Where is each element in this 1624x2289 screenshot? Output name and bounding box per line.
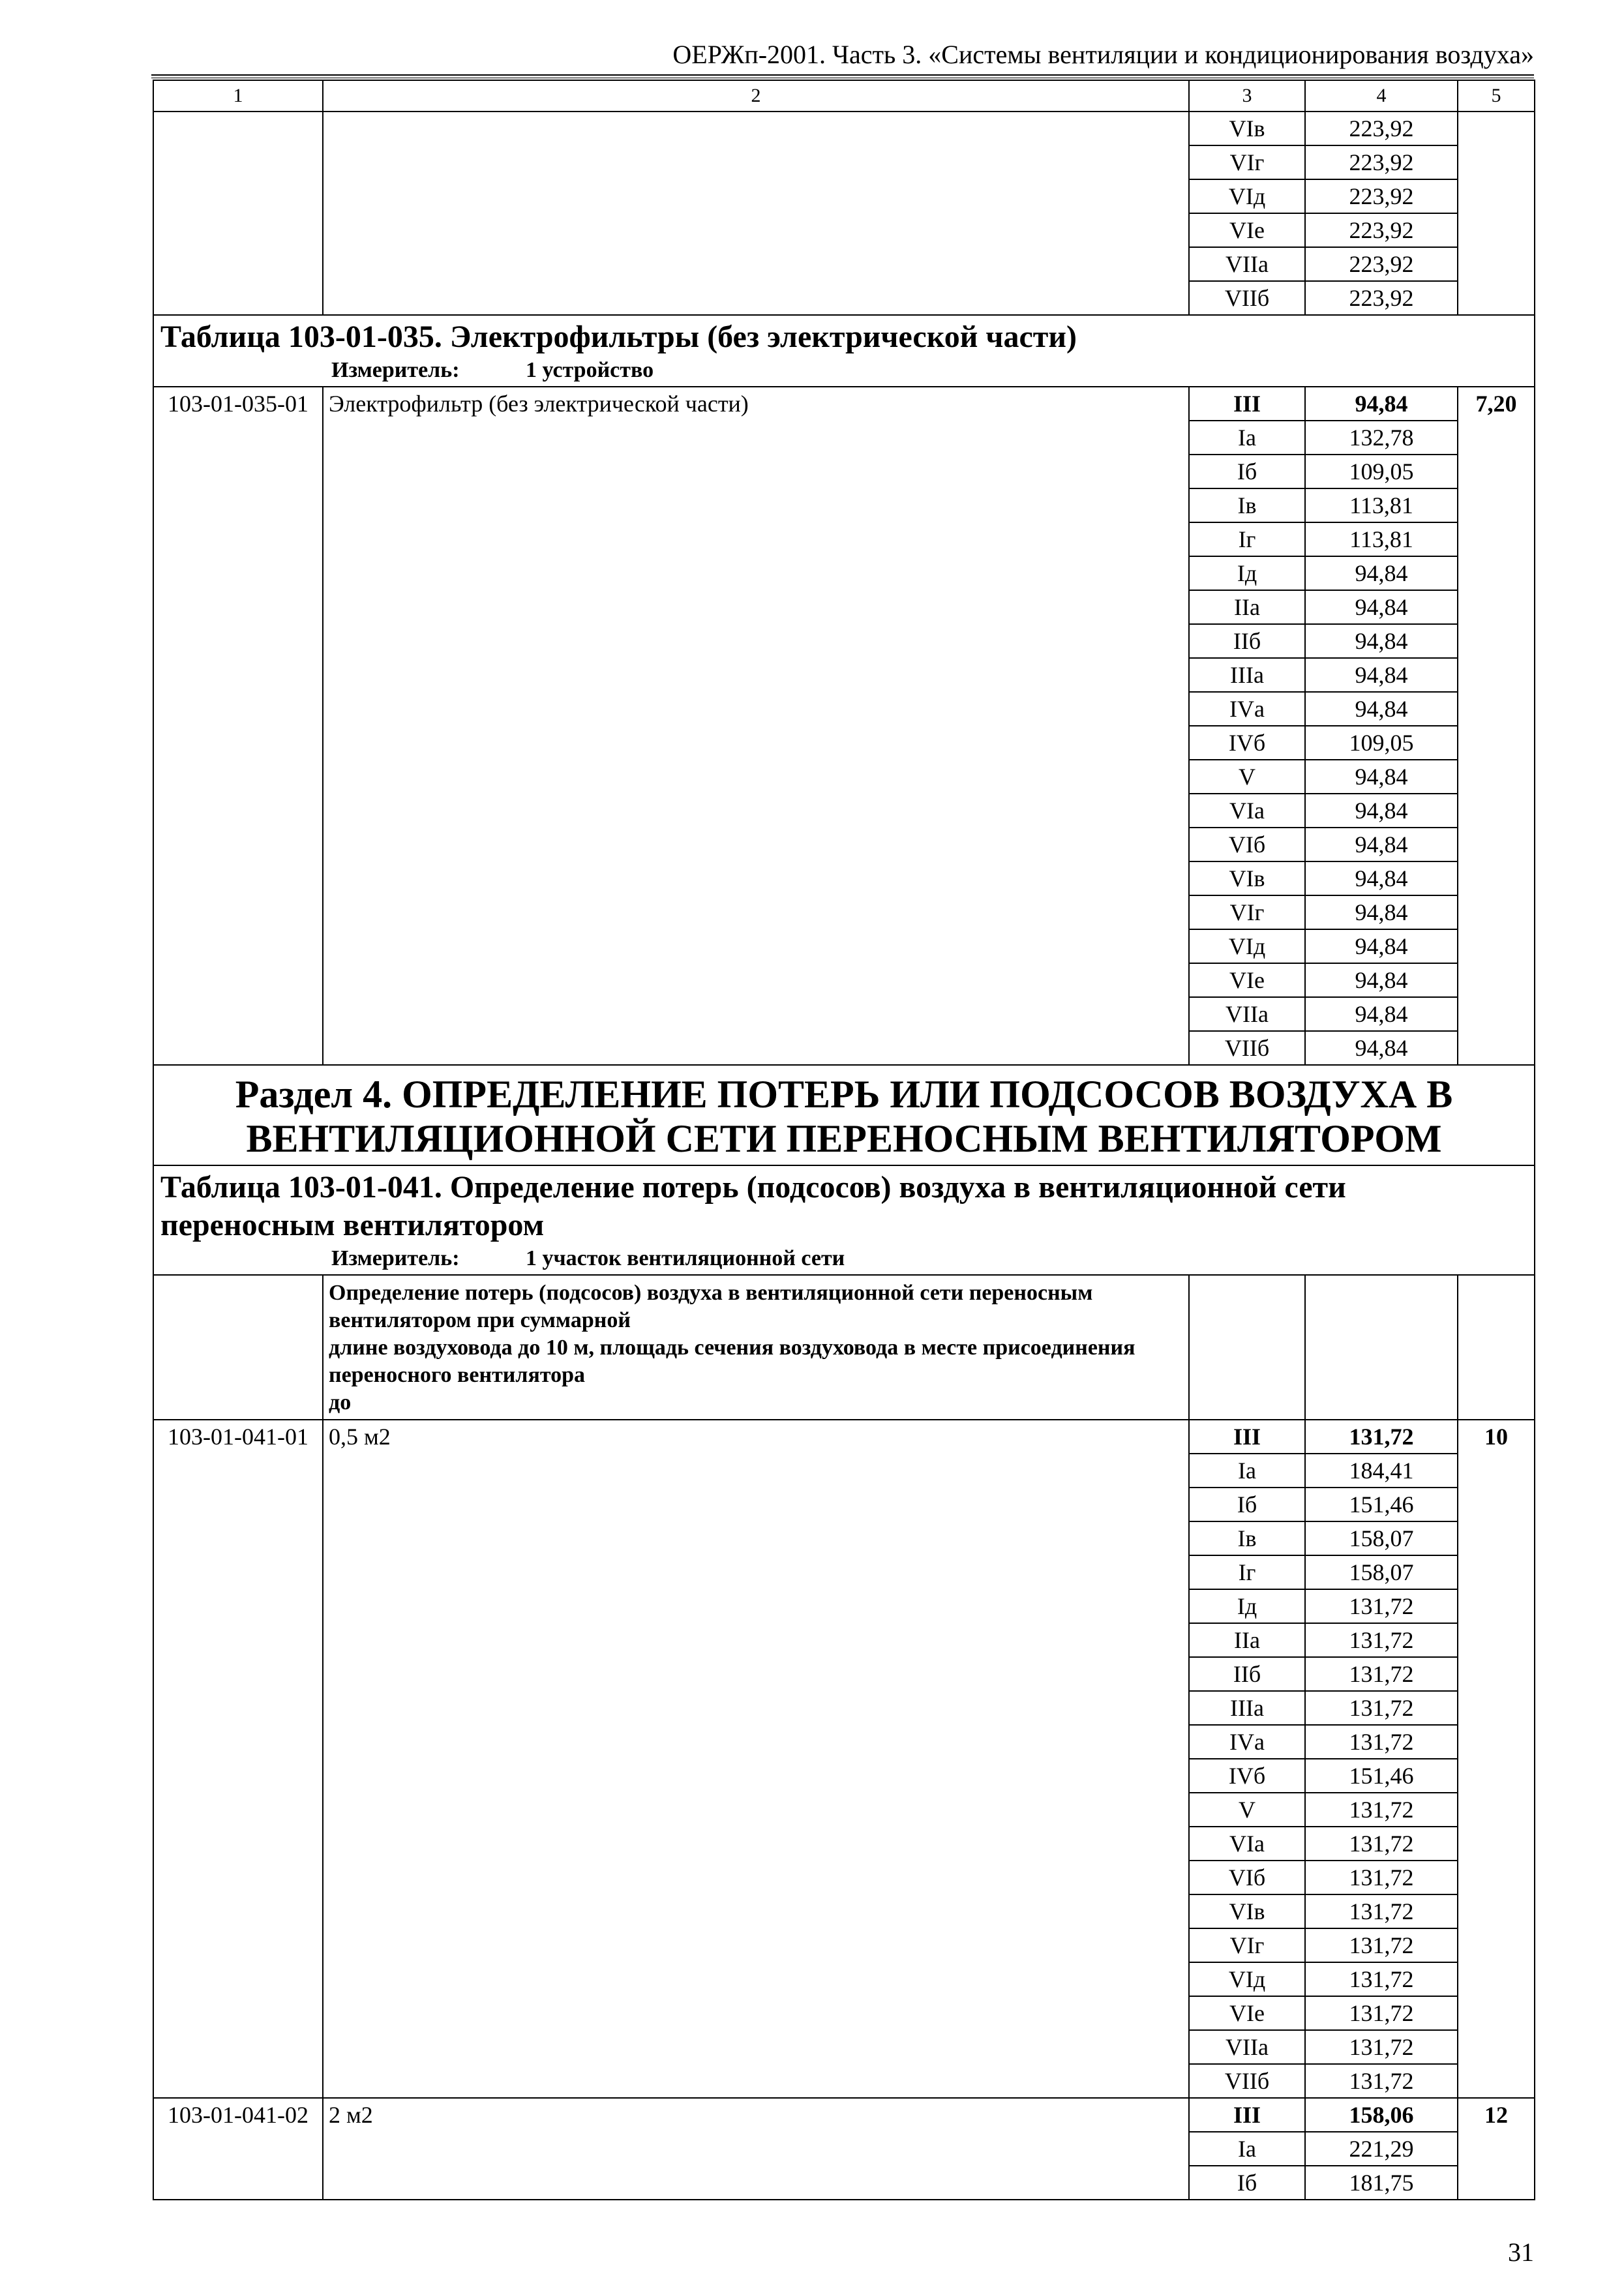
value-cell: 94,84 [1305, 590, 1458, 624]
value-cell: 94,84 [1305, 794, 1458, 828]
value-cell: 131,72 [1305, 1827, 1458, 1861]
value-cell: 184,41 [1305, 1454, 1458, 1488]
column-header-4: 4 [1305, 80, 1458, 112]
measure-label: Измеритель: [331, 358, 460, 382]
table-row [153, 112, 1535, 145]
value-cell: 113,81 [1305, 488, 1458, 522]
value-cell: 131,72 [1305, 2064, 1458, 2098]
group-note [323, 1275, 1189, 1420]
zone-cell: VIв [1189, 112, 1305, 145]
rate-code: 103-01-041-01 [153, 1420, 323, 2098]
table-title-041-cell [153, 1165, 1535, 1275]
zone-cell: Iг [1189, 522, 1305, 556]
rate-code: 103-01-035-01 [153, 387, 323, 1065]
value-cell: 131,72 [1305, 1894, 1458, 1928]
value-cell: 131,72 [1305, 1623, 1458, 1657]
coef-cell: 10 [1458, 1420, 1535, 2098]
zone-cell: VIIб [1189, 281, 1305, 315]
value-cell: 151,46 [1305, 1488, 1458, 1521]
value-cell: 94,84 [1305, 895, 1458, 929]
value-cell: 109,05 [1305, 726, 1458, 760]
empty-cell [153, 1275, 323, 1420]
zone-cell: VIе [1189, 213, 1305, 247]
group-note-line: длине воздуховода до 10 м, площадь сечения воздуховода в месте присоединения переносного вентилятора [329, 1336, 1135, 1387]
rate-name: 0,5 м2 [323, 1420, 1189, 2098]
zone-cell: V [1189, 1793, 1305, 1827]
measure-line [160, 1244, 1529, 1274]
value-cell: 94,84 [1305, 387, 1458, 421]
zone-cell: Iа [1189, 2132, 1305, 2166]
value-cell: 94,84 [1305, 692, 1458, 726]
column-header-row [153, 80, 1535, 112]
value-cell: 113,81 [1305, 522, 1458, 556]
value-cell: 223,92 [1305, 281, 1458, 315]
zone-cell: VIIа [1189, 997, 1305, 1031]
zone-cell: VIа [1189, 794, 1305, 828]
zone-cell: VIе [1189, 1996, 1305, 2030]
rate-code [153, 112, 323, 315]
zone-cell: VIIб [1189, 2064, 1305, 2098]
zone-cell: VIг [1189, 1928, 1305, 1962]
zone-cell: VIб [1189, 1861, 1305, 1894]
page-number: 31 [1508, 2237, 1534, 2267]
zone-cell: VIг [1189, 145, 1305, 179]
column-header-5: 5 [1458, 80, 1535, 112]
value-cell: 223,92 [1305, 145, 1458, 179]
zone-cell: VIIа [1189, 2030, 1305, 2064]
rates-table-body [153, 80, 1535, 2200]
table-title-041-line: Таблица 103-01-041. Определение потерь (подсосов) воздуха в вентиляционной сети [160, 1170, 1346, 1204]
value-cell: 94,84 [1305, 929, 1458, 963]
value-cell: 223,92 [1305, 179, 1458, 213]
zone-cell: Iд [1189, 556, 1305, 590]
value-cell: 94,84 [1305, 963, 1458, 997]
value-cell: 131,72 [1305, 2030, 1458, 2064]
zone-cell: Iб [1189, 1488, 1305, 1521]
zone-cell: IVб [1189, 726, 1305, 760]
value-cell: 94,84 [1305, 828, 1458, 861]
value-cell: 131,72 [1305, 1928, 1458, 1962]
zone-cell: VIIб [1189, 1031, 1305, 1065]
zone-cell: IVб [1189, 1759, 1305, 1793]
empty-cell [1189, 1275, 1305, 1420]
zone-cell: IIIа [1189, 658, 1305, 692]
zone-cell: Iв [1189, 488, 1305, 522]
zone-cell: III [1189, 387, 1305, 421]
table-title-035-cell [153, 315, 1535, 387]
rate-name: 2 м2 [323, 2098, 1189, 2200]
zone-cell: Iа [1189, 1454, 1305, 1488]
zone-cell: VIд [1189, 1962, 1305, 1996]
zone-cell: VIв [1189, 1894, 1305, 1928]
value-cell: 109,05 [1305, 455, 1458, 488]
zone-cell: VIд [1189, 179, 1305, 213]
zone-cell: Iа [1189, 421, 1305, 455]
value-cell: 131,72 [1305, 1996, 1458, 2030]
value-cell: 131,72 [1305, 1420, 1458, 1454]
measure-line [160, 356, 1529, 386]
zone-cell: VIг [1189, 895, 1305, 929]
zone-cell: VIа [1189, 1827, 1305, 1861]
rate-code: 103-01-041-02 [153, 2098, 323, 2200]
measure-label: Измеритель: [331, 1246, 460, 1270]
empty-cell [1305, 1275, 1458, 1420]
zone-cell: IIб [1189, 624, 1305, 658]
zone-cell: V [1189, 760, 1305, 794]
table-title-035 [153, 315, 1535, 387]
coef-cell [1458, 112, 1535, 315]
zone-cell: IIIа [1189, 1691, 1305, 1725]
value-cell: 94,84 [1305, 997, 1458, 1031]
value-cell: 94,84 [1305, 624, 1458, 658]
zone-cell: Iв [1189, 1521, 1305, 1555]
section-heading [153, 1065, 1535, 1165]
zone-cell: VIе [1189, 963, 1305, 997]
section-heading-line: ВЕНТИЛЯЦИОННОЙ СЕТИ ПЕРЕНОСНЫМ ВЕНТИЛЯТОРОМ [246, 1117, 1442, 1160]
coef-cell: 12 [1458, 2098, 1535, 2200]
zone-cell: VIд [1189, 929, 1305, 963]
value-cell: 223,92 [1305, 112, 1458, 145]
value-cell: 223,92 [1305, 213, 1458, 247]
zone-cell: IIб [1189, 1657, 1305, 1691]
value-cell: 94,84 [1305, 1031, 1458, 1065]
table-title-035-line: Таблица 103-01-035. Электрофильтры (без электрической части) [160, 320, 1077, 354]
value-cell: 221,29 [1305, 2132, 1458, 2166]
page-header: ОЕРЖп-2001. Часть 3. «Системы вентиляции и кондиционирования воздуха» [672, 40, 1534, 69]
rates-table [153, 80, 1535, 2200]
zone-cell: III [1189, 1420, 1305, 1454]
column-header-1: 1 [153, 80, 323, 112]
table-row [153, 1420, 1535, 1454]
group-note-row [153, 1275, 1535, 1420]
value-cell: 131,72 [1305, 1589, 1458, 1623]
coef-cell: 7,20 [1458, 387, 1535, 1065]
zone-cell: Iб [1189, 2166, 1305, 2200]
value-cell: 131,72 [1305, 1657, 1458, 1691]
table-row [153, 2098, 1535, 2132]
value-cell: 223,92 [1305, 247, 1458, 281]
zone-cell: IVа [1189, 1725, 1305, 1759]
column-header-3: 3 [1189, 80, 1305, 112]
rate-name: Электрофильтр (без электрической части) [323, 387, 1189, 1065]
zone-cell: IIа [1189, 590, 1305, 624]
measure-value: 1 устройство [526, 358, 654, 382]
value-cell: 131,72 [1305, 1793, 1458, 1827]
value-cell: 158,07 [1305, 1555, 1458, 1589]
section-heading-line: Раздел 4. ОПРЕДЕЛЕНИЕ ПОТЕРЬ ИЛИ ПОДСОСОВ ВОЗДУХА В [235, 1073, 1453, 1116]
group-note-line: до [329, 1390, 352, 1414]
value-cell: 94,84 [1305, 861, 1458, 895]
value-cell: 131,72 [1305, 1962, 1458, 1996]
value-cell: 131,72 [1305, 1861, 1458, 1894]
zone-cell: Iд [1189, 1589, 1305, 1623]
zone-cell: III [1189, 2098, 1305, 2132]
value-cell: 131,72 [1305, 1691, 1458, 1725]
group-note-line: Определение потерь (подсосов) воздуха в вентиляционной сети переносным вентилятором при суммарной [329, 1281, 1093, 1332]
zone-cell: Iг [1189, 1555, 1305, 1589]
table-title-041 [153, 1165, 1535, 1275]
value-cell: 158,06 [1305, 2098, 1458, 2132]
zone-cell: IIа [1189, 1623, 1305, 1657]
column-header-2: 2 [323, 80, 1189, 112]
section-heading-cell [153, 1065, 1535, 1165]
zone-cell: IVа [1189, 692, 1305, 726]
table-row [153, 387, 1535, 421]
zone-cell: VIв [1189, 861, 1305, 895]
value-cell: 181,75 [1305, 2166, 1458, 2200]
value-cell: 151,46 [1305, 1759, 1458, 1793]
value-cell: 158,07 [1305, 1521, 1458, 1555]
value-cell: 94,84 [1305, 658, 1458, 692]
header-rule [151, 74, 1534, 78]
value-cell: 94,84 [1305, 556, 1458, 590]
measure-value: 1 участок вентиляционной сети [526, 1246, 845, 1270]
value-cell: 131,72 [1305, 1725, 1458, 1759]
empty-cell [1458, 1275, 1535, 1420]
zone-cell: VIIа [1189, 247, 1305, 281]
table-title-041-line: переносным вентилятором [160, 1208, 545, 1242]
value-cell: 94,84 [1305, 760, 1458, 794]
rate-name [323, 112, 1189, 315]
zone-cell: Iб [1189, 455, 1305, 488]
zone-cell: VIб [1189, 828, 1305, 861]
value-cell: 132,78 [1305, 421, 1458, 455]
